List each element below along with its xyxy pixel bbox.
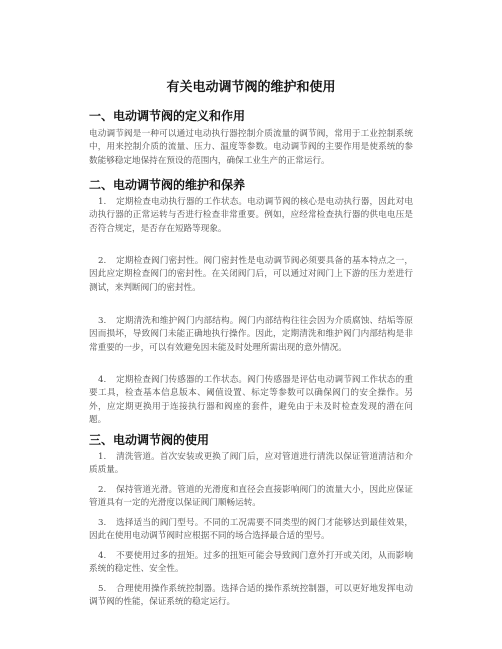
item-text: 选择适当的阀门型号。不同的工况需要不同类型的阀门才能够达到最佳效果，因此在使用电动调节阀时应根据不同的场合选择最合适的型号。 xyxy=(89,518,413,542)
maintenance-item xyxy=(89,255,413,295)
item-number: 2. xyxy=(98,485,107,495)
item-text: 清洗管道。首次安装或更换了阀门后，应对管道进行清洗以保证管道清洁和介质质量。 xyxy=(89,452,413,476)
item-number: 4. xyxy=(98,375,107,385)
item-number: 2. xyxy=(98,256,107,266)
document-title: 有关电动调节阀的维护和使用 xyxy=(166,80,336,95)
item-text: 定期清洗和维护阀门内部结构。阀门内部结构往往会因为介质腐蚀、结垢等原因而损坏，导致阀门未能正确地执行操作。因此，定期清洗和维护阀门内部结构是非常重要的一步，可以有效避免因未能及时处理所需出现的意外情况。 xyxy=(89,316,413,353)
item-number: 1. xyxy=(98,197,107,207)
section-heading-usage: 三、电动调节阀的使用 xyxy=(89,433,210,447)
item-text: 定期检查阀门密封性。阀门密封性是电动调节阀必须要具备的基本特点之一，因此应定期检查阀门的密封性。在关闭阀门后，可以通过对阀门上下游的压力差进行测试，来判断阀门的密封性。 xyxy=(89,256,413,293)
usage-item xyxy=(89,451,413,478)
maintenance-item xyxy=(89,374,413,428)
maintenance-item xyxy=(89,196,413,236)
usage-item xyxy=(89,550,413,577)
item-number: 1. xyxy=(98,452,107,462)
section-heading-maintenance: 二、电动调节阀的维护和保养 xyxy=(89,178,246,192)
item-text: 合理使用操作系统控制器。选择合适的操作系统控制器，可以更好地发挥电动调节阀的性能，保证系统的稳定运行。 xyxy=(89,584,413,608)
item-number: 3. xyxy=(98,316,107,326)
item-text: 定期检查阀门传感器的工作状态。阀门传感器是评估电动调节阀工作状态的重要工具，检查基本信息版本、阈值设置、标定等参数可以确保阀门的安全操作。另外，应定期更换用于连接执行器和阀座的套件，避免由于未及时检查发现的潜在问题。 xyxy=(89,375,413,426)
section-definition-paragraph: 电动调节阀是一种可以通过电动执行器控制介质流量的调节阀，常用于工业控制系统中，用来控制介质的流量、压力、温度等参数。电动调节阀的主要作用是使系统的参数能够稳定地保持在预设的范围内，确保工业生产的正常运行。 xyxy=(89,129,413,166)
item-text: 保持管道光滑。管道的光滑度和直径会直接影响阀门的流量大小，因此应保证管道具有一定的光滑度以保证阀门顺畅运转。 xyxy=(89,485,413,509)
usage-item xyxy=(89,484,413,511)
usage-item xyxy=(89,583,413,610)
item-number: 4. xyxy=(98,551,107,561)
item-text: 不要使用过多的扭矩。过多的扭矩可能会导致阀门意外打开或关闭，从而影响系统的稳定性、安全性。 xyxy=(89,551,413,575)
maintenance-item xyxy=(89,315,413,355)
usage-item xyxy=(89,517,413,544)
section-heading-definition: 一、电动调节阀的定义和作用 xyxy=(89,109,246,123)
item-number: 3. xyxy=(98,518,107,528)
item-number: 5. xyxy=(98,584,107,594)
item-text: 定期检查电动执行器的工作状态。电动调节阀的核心是电动执行器，因此对电动执行器的正常运转与否进行检查非常重要。例如，应经常检查执行器的供电电压是否符合规定，是否存在短路等现象。 xyxy=(89,197,413,234)
